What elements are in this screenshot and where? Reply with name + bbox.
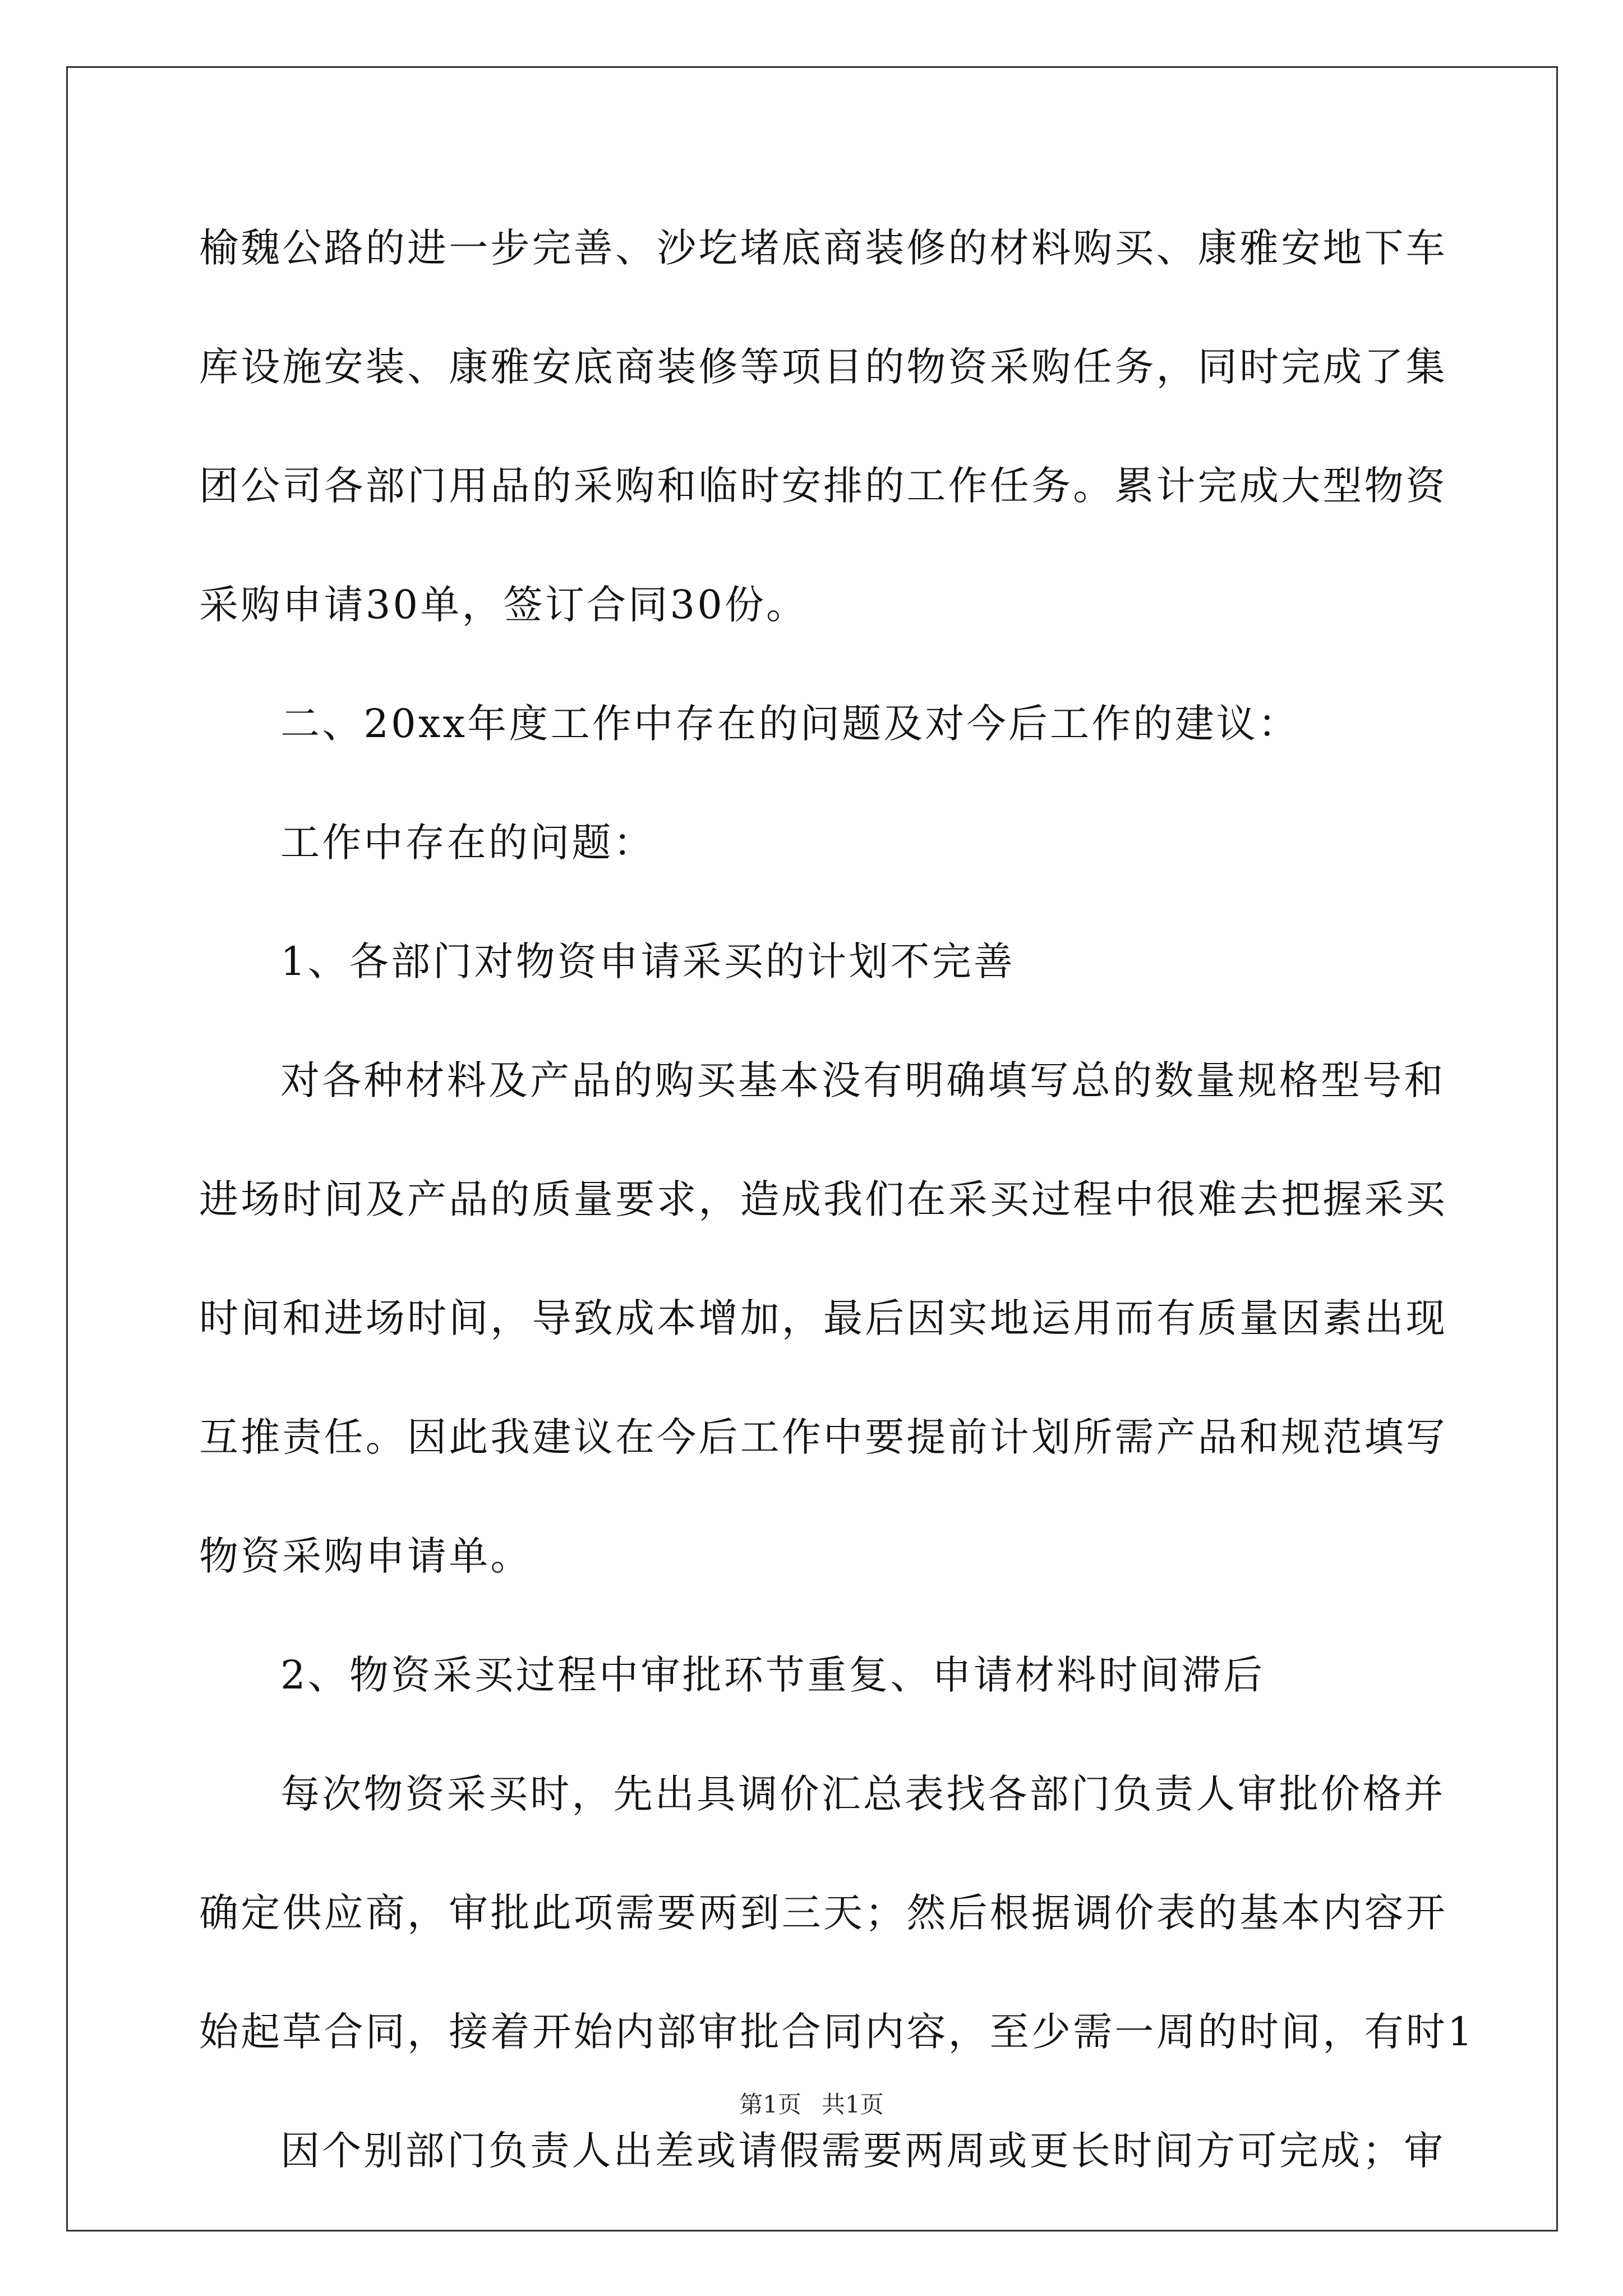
issue-heading-1: 1、各部门对物资申请采买的计划不完善 <box>280 938 1016 984</box>
paragraph-line: 确定供应商，审批此项需要两到三天；然后根据调价表的基本内容开 <box>199 1890 1447 1936</box>
section-heading: 二、20xx年度工作中存在的问题及对今后工作的建议： <box>280 701 1300 747</box>
paragraph-line: 进场时间及产品的质量要求，造成我们在采买过程中很难去把握采买 <box>199 1176 1447 1222</box>
paragraph-line: 时间和进场时间，导致成本增加，最后因实地运用而有质量因素出现 <box>199 1295 1447 1341</box>
paragraph-line: 对各种材料及产品的购买基本没有明确填写总的数量规格型号和 <box>280 1057 1446 1103</box>
paragraph-line: 榆魏公路的进一步完善、沙圪堵底商装修的材料购买、康雅安地下车 <box>199 225 1447 271</box>
paragraph-line: 每次物资采买时，先出具调价汇总表找各部门负责人审批价格并 <box>280 1771 1446 1817</box>
paragraph-line: 团公司各部门用品的采购和临时安排的工作任务。累计完成大型物资 <box>199 463 1447 509</box>
paragraph-line: 物资采购申请单。 <box>199 1533 532 1579</box>
subsection-heading: 工作中存在的问题： <box>280 820 655 866</box>
paragraph-line: 库设施安装、康雅安底商装修等项目的物资采购任务，同时完成了集 <box>199 344 1447 390</box>
page-footer <box>0 2088 1623 2122</box>
paragraph-line: 采购申请30单，签订合同30份。 <box>199 582 808 628</box>
issue-heading-2: 2、物资采买过程中审批环节重复、申请材料时间滞后 <box>280 1652 1265 1698</box>
page-number: 第1页 <box>739 2091 801 2118</box>
page-total: 共1页 <box>822 2091 884 2118</box>
paragraph-line: 始起草合同，接着开始内部审批合同内容，至少需一周的时间，有时1 <box>199 2009 1475 2055</box>
paragraph-line: 互推责任。因此我建议在今后工作中要提前计划所需产品和规范填写 <box>199 1414 1447 1460</box>
paragraph-line: 因个别部门负责人出差或请假需要两周或更长时间方可完成；审 <box>280 2128 1446 2174</box>
document-body <box>199 209 1475 2230</box>
